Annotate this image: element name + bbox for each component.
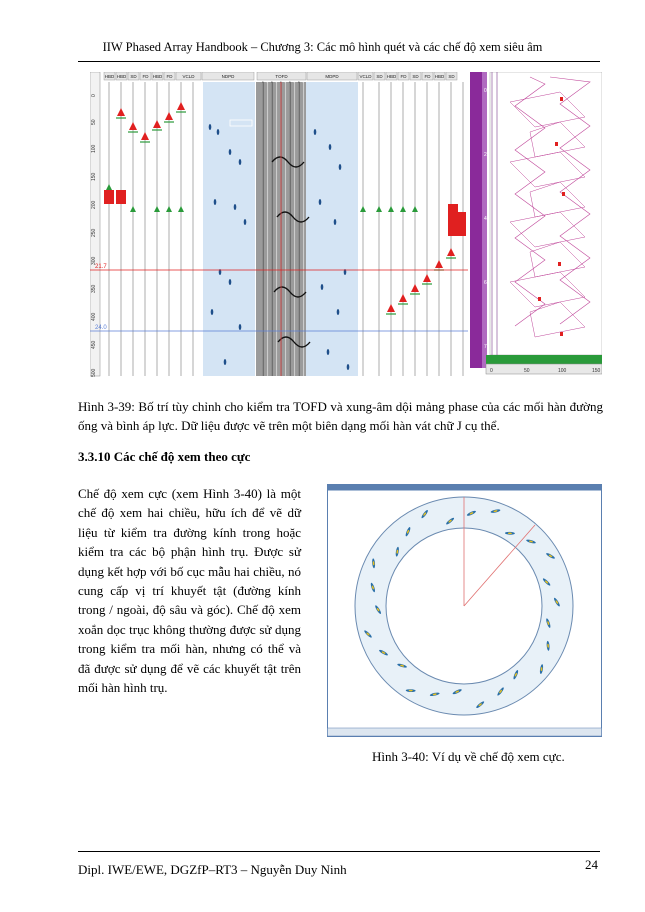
strip-header-label: FD	[400, 74, 407, 79]
strip-header-label: NDPD	[221, 74, 235, 79]
strip-header-label: TOFD	[275, 74, 288, 79]
page-header: IIW Phased Array Handbook – Chương 3: Các mô hình quét và các chế độ xem siêu âm	[102, 40, 543, 54]
depth-tick-label: 200	[91, 200, 97, 209]
strip-header-label: VCLD	[359, 74, 372, 79]
right-scale-label: 40	[484, 216, 490, 222]
section-heading: 3.3.10 Các chế độ xem theo cực	[78, 449, 251, 464]
footer-rule	[78, 851, 600, 852]
strip-header-label: VCLD	[182, 74, 195, 79]
strip-header-label: FD	[424, 74, 431, 79]
strip-header-label: SD	[376, 74, 383, 79]
strip-header-label: FD	[166, 74, 173, 79]
bottom-scale-label: 100	[558, 368, 567, 374]
depth-tick-label: 450	[91, 340, 97, 349]
strip-header-label: FD	[142, 74, 149, 79]
bottom-scale-label: 150	[592, 368, 601, 374]
depth-tick-label: 300	[91, 256, 97, 265]
figure-3-39-caption: Hình 3-39: Bố trí tùy chỉnh cho kiểm tra TOFD và xung-âm dội mảng phase của các mối hàn đường ống và bình áp lực. Dữ liệu được vẽ trên một biên dạng mối hàn vát chữ J cụ thể.	[78, 399, 603, 433]
blue-marker-label: 24.0	[95, 325, 107, 331]
depth-tick-label: 500	[91, 368, 97, 377]
strip-header-label: MDPD	[325, 74, 339, 79]
strip-header-label: SD	[130, 74, 137, 79]
depth-tick-label: 250	[91, 228, 97, 237]
figure-3-40-polar-view	[327, 484, 602, 737]
bottom-scale-label: 50	[524, 368, 530, 374]
body-paragraph: Chế độ xem cực (xem Hình 3-40) là một chế độ xem hai chiều, hữu ích để vẽ dữ liệu từ kiểm tra đường kính trong hoặc kiểm tra các bộ phận hình trụ. Được sử dụng kết hợp với bố cục mẫu hai chiều, nó cung cấp vị trí khuyết tật (đường kính trong / ngoài, độ sâu và góc). Chế độ xem xoắn dọc trục không thường được sử dụng trong kiểm tra mối hàn, nhưng có thể và đã được sử dụng để vẽ các khuyết tật trên mối hàn hình trụ.	[78, 486, 301, 696]
depth-tick-label: 350	[91, 284, 97, 293]
depth-tick-label: 100	[91, 144, 97, 153]
header-rule	[78, 61, 600, 62]
strip-header-label: HBD	[434, 74, 445, 79]
depth-tick-label: 400	[91, 312, 97, 321]
bottom-scale-label: 0	[490, 368, 493, 374]
figure-3-39-ultrasonic-layout	[90, 72, 602, 378]
right-scale-label: 60	[484, 280, 490, 286]
depth-tick-label: 0	[91, 94, 97, 97]
depth-tick-label: 150	[91, 172, 97, 181]
footer-author: Dipl. IWE/EWE, DGZfP–RT3 – Nguyễn Duy Ninh	[78, 862, 347, 877]
figure-3-40-caption: Hình 3-40: Ví dụ về chế độ xem cực.	[372, 749, 565, 764]
right-scale-label: 20	[484, 152, 490, 158]
red-marker-label: 21.7	[95, 264, 107, 270]
strip-header-label: HBD	[116, 74, 127, 79]
strip-header-label: SD	[448, 74, 455, 79]
depth-tick-label: 50	[91, 119, 97, 125]
strip-header-label: HBD	[386, 74, 397, 79]
figure-3-39-graphic	[90, 72, 602, 378]
strip-header-label: HBD	[104, 74, 115, 79]
polar-view-graphic	[327, 484, 602, 737]
strip-header-label: SD	[412, 74, 419, 79]
strip-header-label: HBD	[152, 74, 163, 79]
page-number: 24	[585, 857, 598, 872]
right-scale-label: 73	[484, 344, 490, 350]
right-scale-label: 0	[484, 88, 487, 94]
